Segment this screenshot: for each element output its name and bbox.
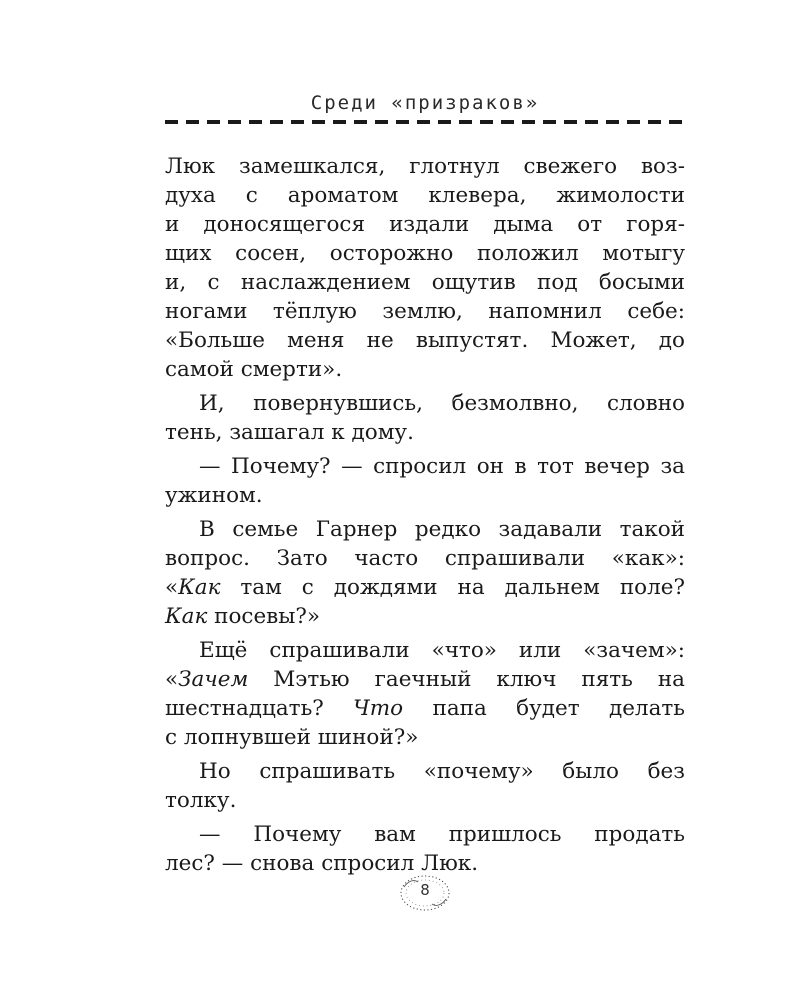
text-line: с лопнувшей шиной?» — [165, 725, 419, 750]
text-run: папа будет делать — [403, 696, 685, 721]
text-line: «Больше меня не выпустят. Может, до — [165, 328, 685, 353]
text-line: И, повернувшись, безмолвно, словно — [199, 391, 685, 416]
paragraph — [165, 757, 685, 815]
paragraph — [165, 515, 685, 631]
paragraph — [165, 452, 685, 510]
italic-word: Как — [165, 604, 208, 629]
text-line: ногами тёплую землю, напомнил себе: — [165, 299, 685, 324]
italic-word: Что — [353, 696, 404, 721]
header-dashed-rule — [165, 120, 685, 124]
text-line: толку. — [165, 788, 237, 813]
paragraph — [165, 152, 685, 384]
text-run: там с дождями на дальнем поле? — [220, 575, 685, 600]
text-line: Ещё спрашивали «что» или «зачем»: — [199, 638, 685, 663]
text-line: Люк замешкался, глотнул свежего воз- — [165, 154, 685, 179]
running-head: Среди «призраков» — [310, 92, 540, 114]
text-run: шестнадцать? — [165, 696, 354, 721]
text-line: Но спрашивать «почему» было без — [199, 759, 685, 784]
quote-mark: « — [165, 575, 179, 600]
italic-word: Зачем — [178, 667, 249, 692]
text-line — [165, 602, 685, 631]
paragraph — [165, 636, 685, 752]
quote-mark: « — [165, 667, 179, 692]
page-number-ornament — [398, 873, 452, 913]
text-line: — Почему? — спросил он в тот вечер за — [199, 454, 685, 479]
paragraph — [165, 389, 685, 447]
text-line: лес? — снова спросил Люк. — [165, 851, 479, 876]
text-line — [165, 665, 685, 694]
body-text — [165, 152, 685, 878]
text-line — [165, 694, 685, 723]
text-line: и доносящегося издали дыма от горя- — [165, 212, 685, 237]
text-line: духа с ароматом клевера, жимолости — [165, 183, 685, 208]
text-run: Мэтью гаечный ключ пять на — [248, 667, 685, 692]
text-line — [165, 573, 685, 602]
text-line: В семье Гарнер редко задавали такой — [199, 517, 685, 542]
paragraph — [165, 820, 685, 878]
text-line: ужином. — [165, 483, 263, 508]
text-line: вопрос. Зато часто спрашивали «как»: — [165, 546, 685, 571]
page-number: 8 — [420, 881, 430, 899]
text-line: — Почему вам пришлось продать — [199, 822, 685, 847]
text-run: посевы?» — [207, 604, 321, 629]
text-line: самой смерти». — [165, 357, 343, 382]
text-line: и, с наслаждением ощутив под босыми — [165, 270, 685, 295]
text-line: щих сосен, осторожно положил мотыгу — [165, 241, 685, 266]
text-line: тень, зашагал к дому. — [165, 420, 414, 445]
italic-word: Как — [178, 575, 221, 600]
